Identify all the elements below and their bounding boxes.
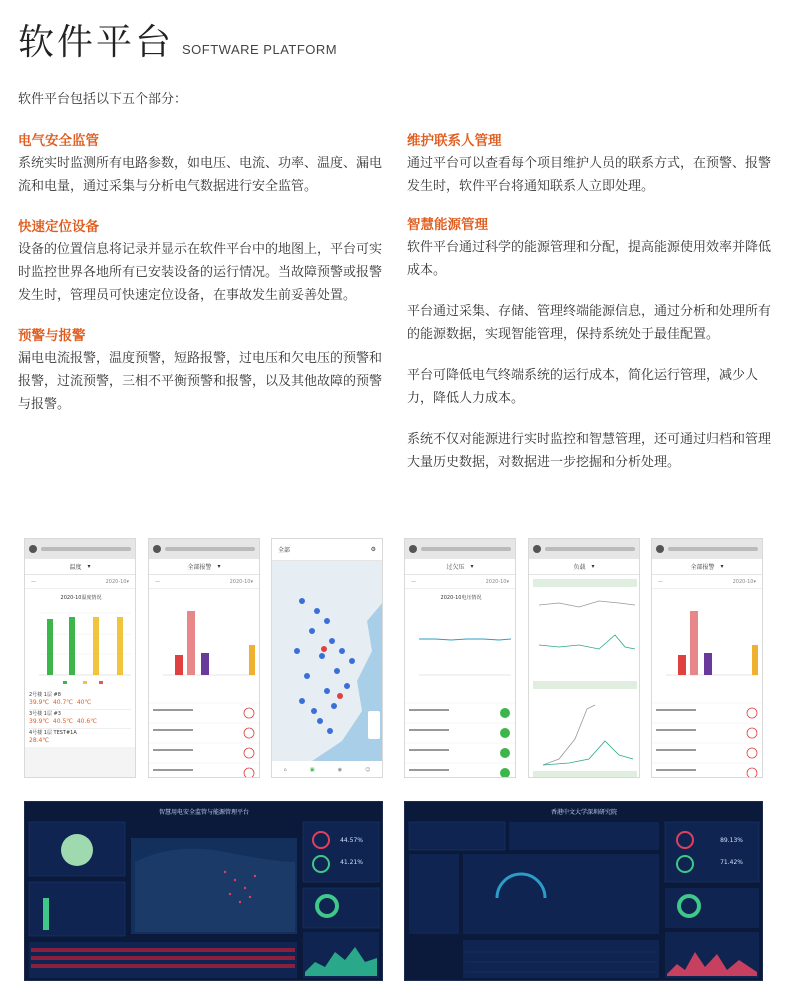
tab-selector[interactable]: 过欠压 ▾ bbox=[405, 559, 515, 575]
paragraph: 平台可降低电气终端系统的运行成本，简化运行管理，减少人力，降低人力成本。 bbox=[407, 368, 759, 406]
gauge-percent-2: 71.42% bbox=[720, 859, 743, 866]
user-icon: ☺ bbox=[365, 767, 371, 773]
alarm-icon: ◉ bbox=[337, 767, 343, 773]
section-device-location bbox=[18, 216, 388, 307]
phone-screenshot-voltage: 过欠压 ▾ — 2020-10▾ 2020-10电压情况 bbox=[404, 538, 516, 778]
voltage-chart bbox=[405, 589, 516, 689]
list-item[interactable]: 4号楼 1层 TEST#1A 28.4℃ bbox=[29, 730, 77, 744]
chevron-down-icon: ▾ bbox=[217, 563, 221, 570]
load-chart-2 bbox=[529, 679, 640, 778]
voltage-list bbox=[405, 689, 516, 778]
chevron-down-icon: ▾ bbox=[87, 563, 91, 570]
paragraph: 平台通过采集、存储、管理终端能源信息，通过分析和处理所有的能源数据，实现智能管理，保持系统处于最佳配置。 bbox=[407, 304, 772, 342]
tab-selector[interactable]: 温度 ▾ bbox=[25, 559, 135, 575]
logo-icon bbox=[153, 545, 161, 553]
alarm-list bbox=[652, 689, 763, 778]
settings-icon[interactable]: ⚙ bbox=[370, 546, 376, 553]
bar bbox=[47, 619, 53, 675]
section-title: 预警与报警 bbox=[18, 328, 86, 344]
page-subtitle: SOFTWARE PLATFORM bbox=[182, 42, 338, 57]
logo-icon bbox=[533, 545, 541, 553]
section-body: 设备的位置信息将记录并显示在软件平台中的地图上，平台可实时监控世界各地所有已安装设备的运行情况。当故障预警或报警发生时，管理员可快速定位设备，在事故发生前妥善处置。 bbox=[18, 242, 383, 303]
right-column bbox=[407, 130, 777, 486]
logo-icon bbox=[409, 545, 417, 553]
gauge-percent-1: 44.57% bbox=[340, 837, 363, 844]
dashboard-1-canvas bbox=[25, 802, 383, 981]
section-contacts bbox=[407, 130, 777, 198]
tab-selector[interactable]: 全部报警 ▾ bbox=[652, 559, 762, 575]
dashboard-2-canvas bbox=[405, 802, 763, 981]
section-electrical-safety bbox=[18, 130, 388, 198]
bar bbox=[69, 617, 75, 675]
logo-icon bbox=[29, 545, 37, 553]
section-body: 软件平台通过科学的能源管理和分配，提高能源使用效率并降低成本。 bbox=[407, 240, 772, 278]
phone-screenshot-alarms-2: 全部报警 ▾ — 2020-10▾ bbox=[651, 538, 763, 778]
list-item[interactable]: 3号楼 1层 #3 39.9℃ 40.5℃ 40.6℃ bbox=[29, 710, 131, 729]
section-title: 维护联系人管理 bbox=[407, 133, 502, 149]
section-title: 智慧能源管理 bbox=[407, 217, 488, 233]
chevron-down-icon: ▾ bbox=[470, 563, 474, 570]
home-icon: ⌂ bbox=[283, 767, 287, 773]
dashboard-title: 香港中文大学深圳研究院 bbox=[550, 809, 618, 816]
section-body: 漏电电流报警，温度预警，短路报警，过电压和欠电压的预警和报警，过流预警，三相不平衡预警和报警，以及其他故障的预警与报警。 bbox=[18, 351, 383, 412]
list-item[interactable]: 2号楼 1层 #8 39.9℃ 40.7℃ 40℃ bbox=[29, 691, 131, 710]
chart-title: 2020-10电压情况 bbox=[440, 595, 482, 601]
load-chart-1 bbox=[529, 575, 640, 679]
alarm-chart bbox=[149, 589, 260, 689]
section-body: 通过平台可以查看每个项目维护人员的联系方式，在预警、报警发生时，软件平台将通知联系人立即处理。 bbox=[407, 156, 772, 194]
page-title: 软件平台 bbox=[18, 22, 175, 63]
page-header bbox=[18, 14, 337, 65]
chevron-down-icon: ▾ bbox=[591, 563, 595, 570]
tab-selector[interactable]: 全部 ⚙ bbox=[272, 539, 382, 561]
section-title: 快速定位设备 bbox=[18, 219, 99, 235]
section-energy bbox=[407, 214, 777, 282]
intro-text: 软件平台包括以下五个部分： bbox=[18, 92, 188, 107]
gauge-percent-1: 89.13% bbox=[720, 837, 743, 844]
tab-selector[interactable]: 全部报警 ▾ bbox=[149, 559, 259, 575]
dashboard-screenshot-2 bbox=[404, 801, 763, 981]
zoom-control[interactable] bbox=[368, 711, 380, 739]
temperature-chart bbox=[25, 589, 136, 689]
status-bar bbox=[25, 539, 135, 559]
paragraph: 系统不仅对能源进行实时监控和智慧管理，还可通过归档和管理大量历史数据，对数据进一步挖掘和分析处理。 bbox=[407, 432, 772, 470]
left-column bbox=[18, 130, 388, 430]
sensor-list bbox=[25, 689, 135, 747]
section-body: 系统实时监测所有电路参数，如电压、电流、功率、温度、漏电流和电量，通过采集与分析电气数据进行安全监管。 bbox=[18, 156, 383, 194]
phone-screenshot-temperature bbox=[24, 538, 136, 778]
chart-title: 2020-10温度情况 bbox=[60, 595, 102, 601]
bar bbox=[93, 617, 99, 675]
bar bbox=[117, 617, 123, 675]
alarm-list bbox=[149, 689, 260, 778]
device-map[interactable] bbox=[272, 561, 383, 761]
phone-screenshot-map bbox=[271, 538, 383, 778]
gauge-percent-2: 41.21% bbox=[340, 859, 363, 866]
filter-row: — 2020-10▾ bbox=[25, 575, 135, 589]
alarm-chart bbox=[652, 589, 763, 689]
phone-screenshot-load bbox=[528, 538, 640, 778]
phone-screenshot-alarms: 全部报警 ▾ — 2020-10▾ bbox=[148, 538, 260, 778]
map-icon: ▣ bbox=[309, 767, 315, 773]
bottom-nav[interactable] bbox=[272, 761, 382, 778]
logo-icon bbox=[656, 545, 664, 553]
section-alarms bbox=[18, 325, 388, 416]
dashboard-title: 智慧用电安全监管与能源管理平台 bbox=[158, 809, 250, 816]
chevron-down-icon: ▾ bbox=[720, 563, 724, 570]
dashboard-screenshot-1 bbox=[24, 801, 383, 981]
tab-selector[interactable]: 负载 ▾ bbox=[529, 559, 639, 575]
section-title: 电气安全监管 bbox=[18, 133, 99, 149]
